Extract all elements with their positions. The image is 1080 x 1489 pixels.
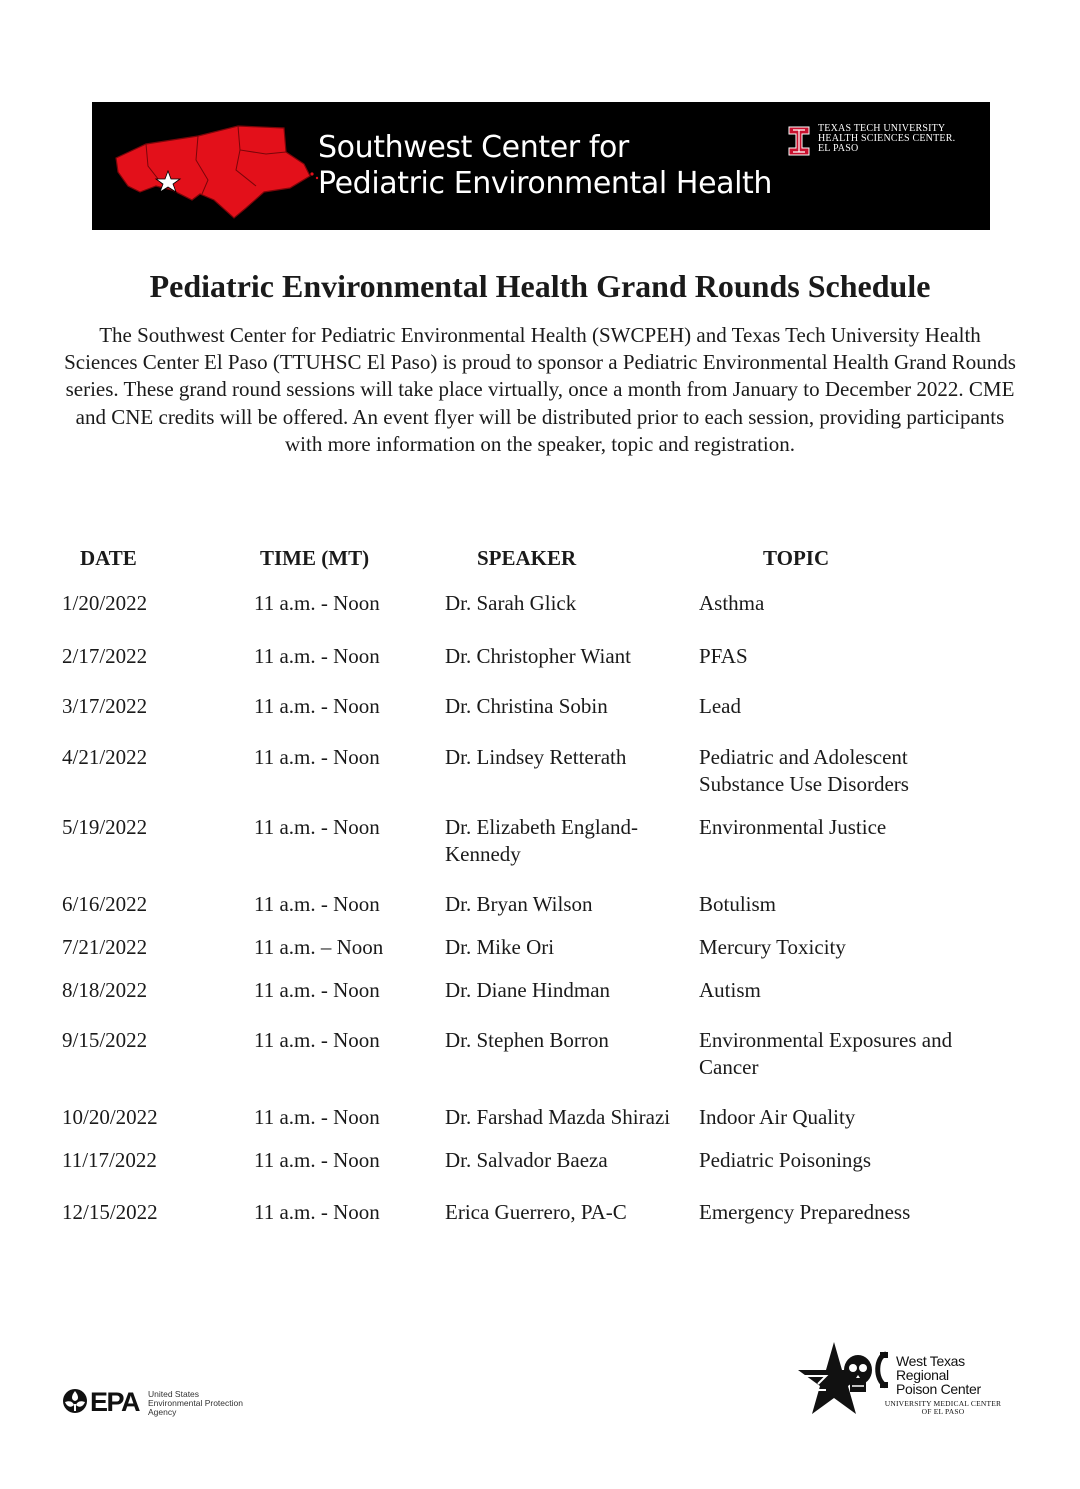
column-header-speaker: SPEAKER — [477, 546, 577, 570]
column-header-topic: TOPIC — [763, 546, 830, 570]
cell-speaker: Dr. Farshad Mazda Shirazi — [445, 1105, 671, 1129]
page-title: Pediatric Environmental Health Grand Rounds Schedule — [149, 268, 931, 304]
cell-time: 11 a.m. - Noon — [254, 694, 380, 718]
cell-date: 9/15/2022 — [62, 1028, 148, 1052]
cell-speaker: Dr. Salvador Baeza — [445, 1148, 608, 1172]
cell-topic: Mercury Toxicity — [699, 935, 846, 959]
cell-topic: Environmental Justice — [699, 815, 887, 839]
cell-speaker: Dr. Bryan Wilson — [445, 892, 593, 916]
banner-title-line: Southwest Center for — [318, 130, 629, 165]
cell-topic: Environmental Exposures and Cancer — [699, 1028, 953, 1079]
epa-agency-line: United States — [148, 1389, 200, 1399]
column-header-date: DATE — [80, 546, 137, 570]
cell-topic: Autism — [699, 978, 761, 1002]
epa-agency-line: Environmental Protection — [148, 1398, 243, 1408]
cell-time: 11 a.m. - Noon — [254, 1028, 380, 1052]
cell-date: 12/15/2022 — [62, 1200, 158, 1224]
intro-paragraph: The Southwest Center for Pediatric Environmental Health (SWCPEH) and Texas Tech University Health Sciences Center El Paso (TTUHSC El Paso) is proud to sponsor a Pediatric Environmental Health Grand Rounds series. These grand round sessions will take place virtually, once a month from January to December 2022. CME and CNE credits will be offered. An event flyer will be distributed prior to each session, providing participants with more information on the speaker, topic and registration. — [64, 323, 1016, 456]
cell-date: 7/21/2022 — [62, 935, 148, 959]
cell-date: 4/21/2022 — [62, 745, 148, 769]
cell-speaker: Dr. Mike Ori — [445, 935, 555, 959]
ttuhsc-line: TEXAS TECH UNIVERSITY — [818, 123, 946, 134]
poison-center-affiliation — [878, 1400, 1008, 1416]
poison-center-line: Regional — [896, 1367, 949, 1383]
poison-center-line: Poison Center — [896, 1381, 981, 1397]
cell-topic: Emergency Preparedness — [699, 1200, 911, 1224]
cell-date: 11/17/2022 — [62, 1148, 157, 1172]
cell-topic: Lead — [699, 694, 741, 718]
cell-speaker: Erica Guerrero, PA-C — [445, 1200, 627, 1224]
epa-flower-icon — [62, 1388, 88, 1414]
poison-center-logo — [796, 1340, 1016, 1424]
cell-date: 2/17/2022 — [62, 644, 148, 668]
cell-topic: Botulism — [699, 892, 777, 916]
column-header-time: TIME (MT) — [260, 546, 370, 570]
cell-time: 11 a.m. - Noon — [254, 745, 380, 769]
cell-date: 5/19/2022 — [62, 815, 148, 839]
cell-time: 11 a.m. - Noon — [254, 1200, 380, 1224]
cell-topic: Pediatric and Adolescent Substance Use Disorders — [699, 745, 909, 796]
cell-speaker: Dr. Lindsey Retterath — [445, 745, 627, 769]
cell-date: 1/20/2022 — [62, 591, 148, 615]
cell-time: 11 a.m. - Noon — [254, 591, 380, 615]
cell-speaker: Dr. Christina Sobin — [445, 694, 608, 718]
cell-topic: Pediatric Poisonings — [699, 1148, 872, 1172]
cell-topic: PFAS — [699, 644, 748, 668]
poison-center-sub-line: OF EL PASO — [921, 1407, 965, 1416]
poison-center-sub-line: UNIVERSITY MEDICAL CENTER — [884, 1399, 1002, 1408]
epa-agency-line: Agency — [148, 1407, 177, 1417]
ttuhsc-line: EL PASO — [818, 143, 859, 154]
cell-date: 8/18/2022 — [62, 978, 148, 1002]
cell-time: 11 a.m. - Noon — [254, 978, 380, 1002]
cell-time: 11 a.m. - Noon — [254, 815, 380, 839]
cell-topic: Asthma — [699, 591, 765, 615]
cell-time: 11 a.m. - Noon — [254, 1105, 380, 1129]
cell-time: 11 a.m. - Noon — [254, 892, 380, 916]
cell-speaker: Dr. Elizabeth England-Kennedy — [445, 815, 639, 866]
epa-agency-text — [148, 1390, 243, 1417]
cell-speaker: Dr. Sarah Glick — [445, 591, 577, 615]
epa-wordmark: EPA — [90, 1387, 140, 1417]
cell-time: 11 a.m. - Noon — [254, 1148, 380, 1172]
cell-speaker: Dr. Christopher Wiant — [445, 644, 631, 668]
banner-title-line: Pediatric Environmental Health — [318, 166, 773, 201]
cell-topic: Indoor Air Quality — [699, 1105, 856, 1129]
cell-date: 10/20/2022 — [62, 1105, 158, 1129]
poison-center-line: West Texas — [896, 1353, 965, 1369]
cell-time: 11 a.m. - Noon — [254, 644, 380, 668]
cell-date: 6/16/2022 — [62, 892, 148, 916]
epa-logo — [62, 1384, 272, 1424]
poison-center-name — [896, 1354, 981, 1396]
cell-speaker: Dr. Stephen Borron — [445, 1028, 609, 1052]
cell-speaker: Dr. Diane Hindman — [445, 978, 611, 1002]
cell-time: 11 a.m. – Noon — [254, 935, 384, 959]
ttuhsc-line: HEALTH SCIENCES CENTER. — [818, 133, 956, 144]
cell-date: 3/17/2022 — [62, 694, 148, 718]
